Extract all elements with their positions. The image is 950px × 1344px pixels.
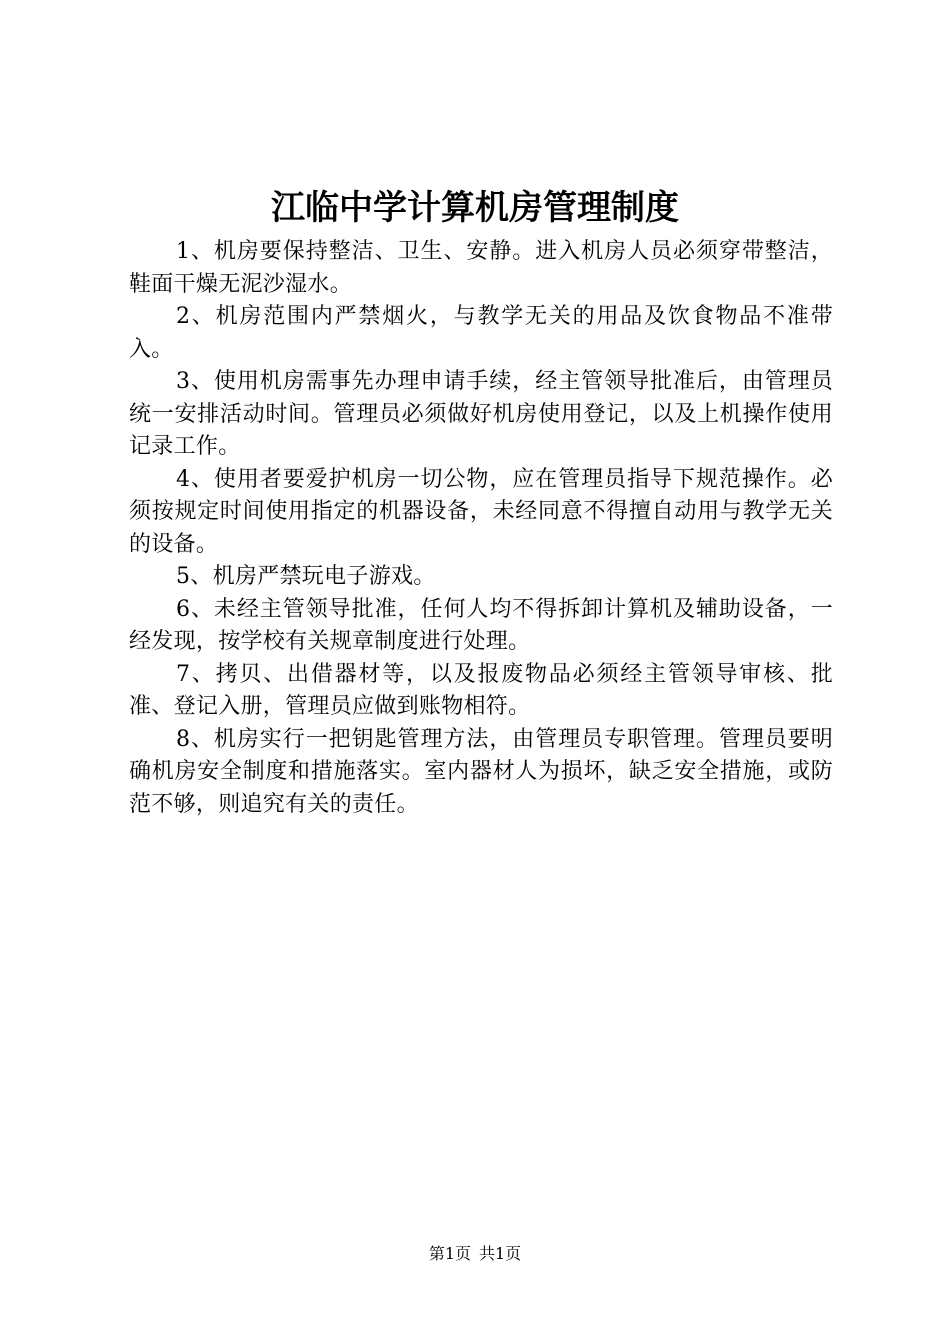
rule-paragraph-1: 1、机房要保持整洁、卫生、安静。进入机房人员必须穿带整洁，鞋面干燥无泥沙湿水。 (129, 239, 833, 297)
page-total: 共1页 (479, 1244, 522, 1263)
rule-paragraph-2: 2、机房范围内严禁烟火，与教学无关的用品及饮食物品不准带入。 (129, 304, 833, 362)
rule-paragraph-8: 8、机房实行一把钥匙管理方法，由管理员专职管理。管理员要明确机房安全制度和措施落实。室内器材人为损坏，缺乏安全措施，或防范不够，则追究有关的责任。 (129, 726, 833, 817)
rule-paragraph-4: 4、使用者要爱护机房一切公物，应在管理员指导下规范操作。必须按规定时间使用指定的机器设备，未经同意不得擅自动用与教学无关的设备。 (129, 466, 833, 557)
page-number: 第1页 (428, 1244, 471, 1263)
rule-paragraph-5: 5、机房严禁玩电子游戏。 (176, 564, 436, 589)
rule-paragraph-3: 3、使用机房需事先办理申请手续，经主管领导批准后，由管理员统一安排活动时间。管理员必须做好机房使用登记，以及上机操作使用记录工作。 (129, 369, 833, 459)
document-title: 江临中学计算机房管理制度 (271, 188, 679, 228)
rule-paragraph-7: 7、拷贝、出借器材等，以及报废物品必须经主管领导审核、批准、登记入册，管理员应做到账物相符。 (129, 661, 833, 719)
rule-paragraph-6: 6、未经主管领导批准，任何人均不得拆卸计算机及辅助设备，一经发现，按学校有关规章制度进行处理。 (129, 596, 833, 654)
document-body (129, 236, 833, 821)
page-footer (0, 1243, 950, 1265)
